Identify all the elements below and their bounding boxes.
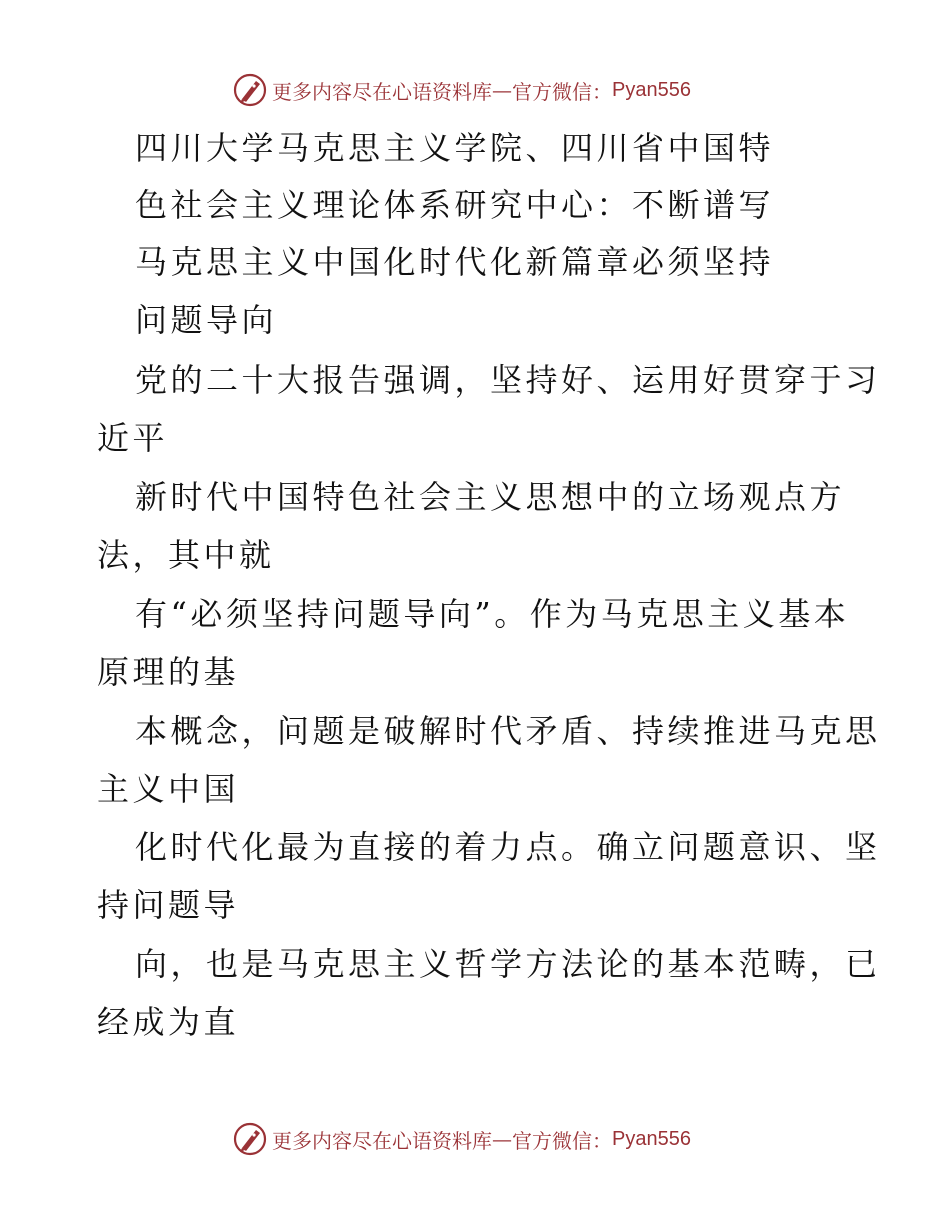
body-line: 经成为直 [97, 1003, 240, 1041]
body-line: 持问题导 [97, 886, 240, 924]
body-line: 近平 [97, 419, 169, 457]
header-banner [232, 70, 691, 110]
pen-logo-icon [232, 72, 268, 108]
title-line: 问题导向 [135, 301, 278, 339]
banner-wechat-id: Pyan556 [612, 78, 691, 101]
pen-logo-icon [232, 1121, 268, 1157]
title-line: 色社会主义理论体系研究中心：不断谱写 [135, 186, 775, 224]
body-line: 本概念，问题是破解时代矛盾、持续推进马克思 [135, 712, 881, 750]
body-line: 向，也是马克思主义哲学方法论的基本范畴，已 [135, 945, 881, 983]
body-line: 化时代化最为直接的着力点。确立问题意识、坚 [135, 828, 881, 866]
banner-official-label: 官方微信： [512, 79, 612, 104]
body-line: 法，其中就 [97, 536, 275, 574]
title-line: 四川大学马克思主义学院、四川省中国特 [135, 129, 775, 167]
banner-wechat-id: Pyan556 [612, 1127, 691, 1150]
title-line: 马克思主义中国化时代化新篇章必须坚持 [135, 243, 775, 281]
body-line: 新时代中国特色社会主义思想中的立场观点方 [135, 478, 846, 516]
body-line: 有“必须坚持问题导向”。作为马克思主义基本 [135, 595, 850, 633]
body-line: 党的二十大报告强调，坚持好、运用好贯穿于习 [135, 361, 881, 399]
footer-banner [232, 1119, 691, 1159]
body-line: 主义中国 [97, 770, 240, 808]
body-line: 原理的基 [97, 653, 240, 691]
banner-text: 更多内容尽在心语资料库 [272, 79, 492, 104]
banner-text: 更多内容尽在心语资料库 [272, 1128, 492, 1153]
banner-dash: — [492, 1127, 512, 1151]
banner-dash: — [492, 78, 512, 102]
banner-official-label: 官方微信： [512, 1128, 612, 1153]
